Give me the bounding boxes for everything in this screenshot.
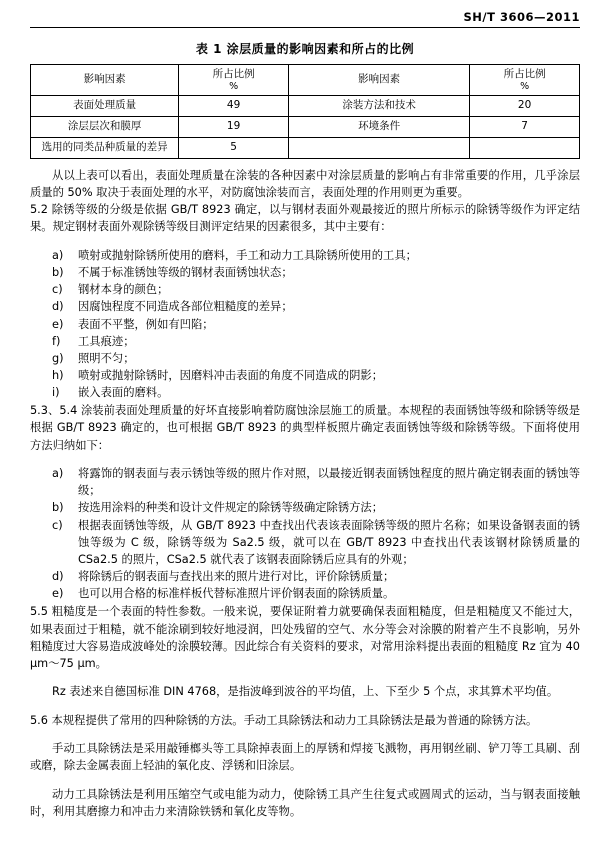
- list-marker: h): [52, 369, 64, 383]
- list-text: 不属于标准锈蚀等级的钢材表面锈蚀状态；: [78, 266, 293, 280]
- header-main: 影响因素: [83, 73, 126, 86]
- list-item: [30, 298, 580, 315]
- page-header: [30, 10, 580, 27]
- list-item: [30, 247, 580, 264]
- list-item: [30, 281, 580, 298]
- table-header-row: [31, 65, 580, 96]
- list-item: [30, 465, 580, 499]
- list-item: [30, 367, 580, 384]
- list-marker: a): [52, 467, 64, 481]
- table-row: [31, 117, 580, 138]
- table-cell: 表面处理质量: [31, 96, 179, 117]
- list-item: [30, 350, 580, 367]
- table-cell: 49: [179, 96, 289, 117]
- section-5-3-5-4: 5.3、5.4 涂装前表面处理质量的好坏直接影响着防腐蚀涂层施工的质量。本规程的表面锈蚀等级和除锈等级是根据 GB/T 8923 确定的，也可根据 GB/T 8923 的典型样板照片确定表面锈蚀等级和除锈等级。下面将使用方法归纳如下：: [30, 404, 580, 452]
- table-header-cell: [289, 65, 470, 96]
- table-cell: 涂装方法和技术: [289, 96, 470, 117]
- list-marker: i): [52, 386, 60, 400]
- list-item: [30, 316, 580, 333]
- list-marker: g): [52, 351, 64, 365]
- standard-number: SH/T 3606—2011: [463, 10, 580, 24]
- list-text: 将除锈后的钢表面与查找出来的照片进行对比，评价除锈质量；: [78, 570, 395, 584]
- list-text: 表面不平整，例如有凹陷；: [78, 317, 214, 331]
- list-text: 按选用涂料的种类和设计文件规定的除锈等级确定除锈方法；: [78, 501, 384, 515]
- paragraph-intro: 从以上表可以看出，表面处理质量在涂装的各种因素中对涂层质量的影响占有非常重要的作用，几乎涂层质量的 50% 取决于表面处理的水平，对防腐蚀涂装而言，表面处理的作用则更为重要。: [30, 169, 580, 200]
- table-header-cell: [31, 65, 179, 96]
- section-5-6: 5.6 本规程提供了常用的四种除锈的方法。手动工具除锈法和动力工具除锈法是最为普通的除锈方法。: [30, 713, 538, 727]
- header-sub: %: [229, 80, 239, 92]
- list-marker: e): [52, 587, 64, 601]
- table-cell: 选用的同类品种质量的差异: [31, 138, 179, 159]
- list-item: [30, 517, 580, 568]
- list-marker: b): [52, 266, 64, 280]
- header-sub: %: [520, 80, 530, 92]
- table-cell: 19: [179, 117, 289, 138]
- section-5-5: 5.5 粗糙度是一个表面的特性参数。一般来说，要保证附着力就要确保表面粗糙度，但是粗糙度又不能过大，如果表面过于粗糙，就不能涂刷到较好地浸润，凹处残留的空气、水分等会对涂膜的附着产生不良影响，另外粗糙度过大容易造成波峰处的涂膜较薄。因此综合有关资料的要求，对常用涂料提出表面的粗糙度 Rz 宜为 40 μm～75 μm。: [30, 605, 580, 670]
- list-text: 因腐蚀程度不同造成各部位粗糙度的差异；: [78, 300, 293, 314]
- list-text: 照明不匀；: [78, 351, 135, 365]
- section-5-2: 5.2 除锈等级的分级是依据 GB/T 8923 确定，以与钢材表面外观最接近的照片所标示的除锈等级作为评定结果。规定钢材表面外观除锈等级目测评定结果的因素很多，其中主要有：: [30, 203, 580, 234]
- list-marker: a): [52, 248, 64, 262]
- list-evaluation-factors: [30, 247, 580, 401]
- list-marker: d): [52, 570, 64, 584]
- table-cell: 7: [470, 117, 580, 138]
- section-5-5-note: Rz 表述来自德国标准 DIN 4768，是指波峰到波谷的平均值，上、下至少 5 个点，求其算术平均值。: [52, 685, 559, 699]
- table-cell: [470, 138, 580, 159]
- list-marker: c): [52, 283, 63, 297]
- table-row: [31, 138, 580, 159]
- header-main: 影响因素: [358, 73, 401, 86]
- list-usage-methods: [30, 465, 580, 602]
- list-text: 也可以用合格的标准样板代替标准照片评价钢表面的除锈质量。: [78, 587, 395, 601]
- list-marker: d): [52, 300, 64, 314]
- table-cell: [289, 138, 470, 159]
- list-marker: f): [52, 334, 61, 348]
- list-text: 喷射或抛射除锈所使用的磨料，手工和动力工具除锈所使用的工具；: [78, 248, 417, 262]
- table-cell: 涂层层次和膜厚: [31, 117, 179, 138]
- table-row: [31, 96, 580, 117]
- list-text: 钢材本身的颜色；: [78, 283, 169, 297]
- table-cell: 环境条件: [289, 117, 470, 138]
- header-divider: [30, 27, 580, 28]
- paragraph-manual-tool: 手动工具除锈法是采用敲锤榔头等工具除掉表面上的厚锈和焊接飞溅物，再用钢丝刷、铲刀等工具刷、刮或磨，除去金属表面上轻油的氧化皮、浮锈和旧涂层。: [30, 742, 580, 773]
- header-main: 所占比例: [212, 67, 255, 80]
- table-cell: 20: [470, 96, 580, 117]
- list-text: 嵌入表面的磨料。: [78, 386, 169, 400]
- list-text: 工具痕迹；: [78, 334, 135, 348]
- factors-table: [30, 64, 580, 159]
- table-header-cell: [470, 65, 580, 96]
- table-title: 表 1 涂层质量的影响因素和所占的比例: [195, 42, 415, 56]
- list-item: [30, 333, 580, 350]
- list-item: [30, 264, 580, 281]
- list-item: [30, 568, 580, 585]
- list-marker: e): [52, 317, 64, 331]
- list-text: 将露饰的钢表面与表示锈蚀等级的照片作对照，以最接近钢表面锈蚀程度的照片确定钢表面的锈蚀等级；: [78, 467, 580, 498]
- list-item: [30, 384, 580, 401]
- list-marker: b): [52, 501, 64, 515]
- list-item: [30, 499, 580, 516]
- list-text: 根据表面锈蚀等级，从 GB/T 8923 中查找出代表该表面除锈等级的照片名称；如果设备钢表面的锈蚀等级为 C 级，除锈等级为 Sa2.5 级，就可以在 GB/T 8923 中查找出代表该钢材除锈质量的 CSa2.5 的照片，CSa2.5 就代表了该钢表面除锈后应具有的外观；: [78, 518, 580, 566]
- list-text: 喷射或抛射除锈时，因磨料冲击表面的角度不同造成的阴影；: [78, 369, 384, 383]
- paragraph-power-tool: 动力工具除锈法是利用压缩空气或电能为动力，使除锈工具产生往复式或圆周式的运动，当与钢表面接触时，利用其磨擦力和冲击力来清除铁锈和氧化皮等物。: [30, 787, 580, 818]
- list-marker: c): [52, 518, 63, 532]
- table-cell: 5: [179, 138, 289, 159]
- table-header-cell: [179, 65, 289, 96]
- list-item: [30, 585, 580, 602]
- header-main: 所占比例: [503, 67, 546, 80]
